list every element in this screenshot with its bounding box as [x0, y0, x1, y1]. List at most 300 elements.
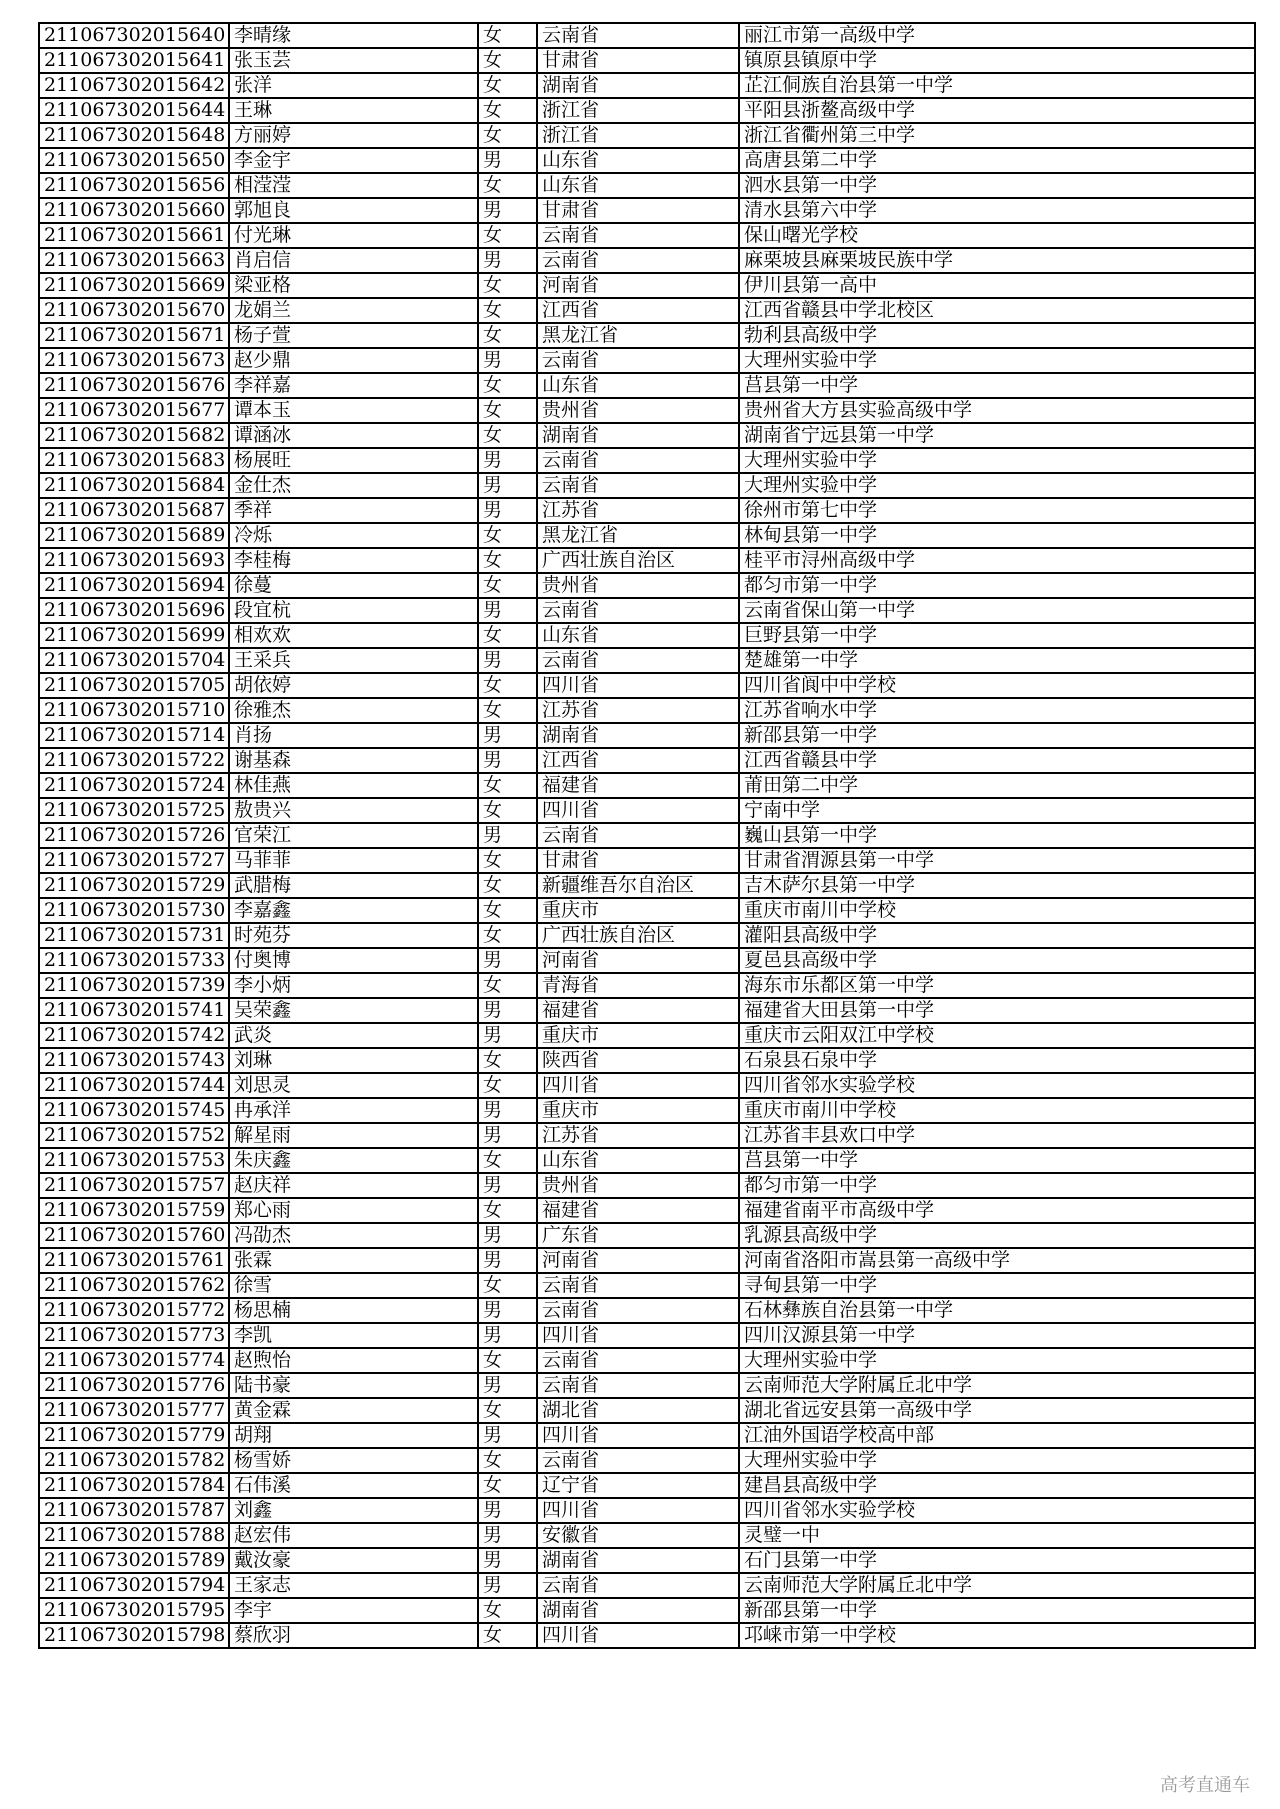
gender-cell: 女 [478, 1148, 537, 1173]
gender-cell: 男 [478, 1223, 537, 1248]
gender-cell: 女 [478, 1398, 537, 1423]
gender-cell: 女 [478, 973, 537, 998]
school-cell: 福建省大田县第一中学 [739, 998, 1255, 1023]
school-cell: 清水县第六中学 [739, 198, 1255, 223]
gender-cell: 女 [478, 323, 537, 348]
school-cell: 徐州市第七中学 [739, 498, 1255, 523]
student-name-cell: 吴荣鑫 [229, 998, 478, 1023]
exam-id-cell: 211067302015773 [39, 1323, 229, 1348]
gender-cell: 女 [478, 798, 537, 823]
gender-cell: 男 [478, 1123, 537, 1148]
student-name-cell: 刘琳 [229, 1048, 478, 1073]
student-name-cell: 赵煦怡 [229, 1348, 478, 1373]
gender-cell: 女 [478, 98, 537, 123]
gender-cell: 男 [478, 748, 537, 773]
province-cell: 山东省 [537, 373, 739, 398]
table-row [39, 623, 1255, 648]
school-cell: 宁南中学 [739, 798, 1255, 823]
student-name-cell: 马菲菲 [229, 848, 478, 873]
province-cell: 山东省 [537, 173, 739, 198]
school-cell: 乳源县高级中学 [739, 1223, 1255, 1248]
gender-cell: 女 [478, 573, 537, 598]
province-cell: 云南省 [537, 23, 739, 48]
province-cell: 云南省 [537, 823, 739, 848]
province-cell: 河南省 [537, 948, 739, 973]
gender-cell: 男 [478, 1498, 537, 1523]
table-row [39, 998, 1255, 1023]
student-name-cell: 敖贵兴 [229, 798, 478, 823]
table-row [39, 123, 1255, 148]
gender-cell: 女 [478, 623, 537, 648]
exam-id-cell: 211067302015641 [39, 48, 229, 73]
gender-cell: 女 [478, 1623, 537, 1648]
student-name-cell: 杨雪娇 [229, 1448, 478, 1473]
student-name-cell: 武炎 [229, 1023, 478, 1048]
exam-id-cell: 211067302015642 [39, 73, 229, 98]
school-cell: 石门县第一中学 [739, 1548, 1255, 1573]
gender-cell: 男 [478, 473, 537, 498]
student-name-cell: 王家志 [229, 1573, 478, 1598]
exam-id-cell: 211067302015648 [39, 123, 229, 148]
table-row [39, 573, 1255, 598]
student-name-cell: 段宜杭 [229, 598, 478, 623]
gender-cell: 男 [478, 1523, 537, 1548]
student-name-cell: 黄金霖 [229, 1398, 478, 1423]
exam-id-cell: 211067302015761 [39, 1248, 229, 1273]
student-name-cell: 朱庆鑫 [229, 1148, 478, 1173]
exam-id-cell: 211067302015779 [39, 1423, 229, 1448]
province-cell: 云南省 [537, 473, 739, 498]
province-cell: 四川省 [537, 1073, 739, 1098]
table-row [39, 1448, 1255, 1473]
exam-id-cell: 211067302015788 [39, 1523, 229, 1548]
exam-id-cell: 211067302015760 [39, 1223, 229, 1248]
gender-cell: 男 [478, 998, 537, 1023]
gender-cell: 女 [478, 123, 537, 148]
table-row [39, 73, 1255, 98]
gender-cell: 女 [478, 373, 537, 398]
province-cell: 云南省 [537, 448, 739, 473]
table-row [39, 923, 1255, 948]
province-cell: 浙江省 [537, 123, 739, 148]
school-cell: 邛崃市第一中学校 [739, 1623, 1255, 1648]
student-name-cell: 刘思灵 [229, 1073, 478, 1098]
student-name-cell: 李金宇 [229, 148, 478, 173]
table-row [39, 1598, 1255, 1623]
province-cell: 江苏省 [537, 498, 739, 523]
exam-id-cell: 211067302015682 [39, 423, 229, 448]
gender-cell: 女 [478, 1473, 537, 1498]
exam-id-cell: 211067302015725 [39, 798, 229, 823]
gender-cell: 女 [478, 1448, 537, 1473]
province-cell: 四川省 [537, 1623, 739, 1648]
gender-cell: 男 [478, 1173, 537, 1198]
province-cell: 云南省 [537, 1348, 739, 1373]
province-cell: 江西省 [537, 748, 739, 773]
student-name-cell: 李小炳 [229, 973, 478, 998]
gender-cell: 女 [478, 223, 537, 248]
province-cell: 河南省 [537, 1248, 739, 1273]
exam-id-cell: 211067302015650 [39, 148, 229, 173]
province-cell: 甘肃省 [537, 848, 739, 873]
table-row [39, 198, 1255, 223]
province-cell: 青海省 [537, 973, 739, 998]
province-cell: 贵州省 [537, 1173, 739, 1198]
school-cell: 建昌县高级中学 [739, 1473, 1255, 1498]
school-cell: 湖南省宁远县第一中学 [739, 423, 1255, 448]
exam-id-cell: 211067302015752 [39, 1123, 229, 1148]
exam-id-cell: 211067302015729 [39, 873, 229, 898]
school-cell: 新邵县第一中学 [739, 723, 1255, 748]
school-cell: 灌阳县高级中学 [739, 923, 1255, 948]
exam-id-cell: 211067302015644 [39, 98, 229, 123]
province-cell: 甘肃省 [537, 48, 739, 73]
school-cell: 夏邑县高级中学 [739, 948, 1255, 973]
student-name-cell: 谢基森 [229, 748, 478, 773]
student-name-cell: 龙娟兰 [229, 298, 478, 323]
exam-id-cell: 211067302015787 [39, 1498, 229, 1523]
school-cell: 石泉县石泉中学 [739, 1048, 1255, 1073]
province-cell: 湖南省 [537, 723, 739, 748]
table-row [39, 1423, 1255, 1448]
province-cell: 重庆市 [537, 898, 739, 923]
school-cell: 大理州实验中学 [739, 1348, 1255, 1373]
table-row [39, 1073, 1255, 1098]
school-cell: 泗水县第一中学 [739, 173, 1255, 198]
gender-cell: 男 [478, 198, 537, 223]
school-cell: 巨野县第一中学 [739, 623, 1255, 648]
exam-id-cell: 211067302015744 [39, 1073, 229, 1098]
province-cell: 湖南省 [537, 73, 739, 98]
table-row [39, 223, 1255, 248]
student-name-cell: 张霖 [229, 1248, 478, 1273]
table-row [39, 1473, 1255, 1498]
student-name-cell: 冯劭杰 [229, 1223, 478, 1248]
exam-id-cell: 211067302015661 [39, 223, 229, 248]
exam-id-cell: 211067302015798 [39, 1623, 229, 1648]
exam-id-cell: 211067302015730 [39, 898, 229, 923]
table-row [39, 1048, 1255, 1073]
table-row [39, 748, 1255, 773]
school-cell: 湖北省远安县第一高级中学 [739, 1398, 1255, 1423]
roster-body [39, 23, 1255, 1648]
gender-cell: 女 [478, 848, 537, 873]
gender-cell: 男 [478, 648, 537, 673]
student-name-cell: 刘鑫 [229, 1498, 478, 1523]
province-cell: 云南省 [537, 1273, 739, 1298]
exam-id-cell: 211067302015663 [39, 248, 229, 273]
province-cell: 辽宁省 [537, 1473, 739, 1498]
exam-id-cell: 211067302015733 [39, 948, 229, 973]
gender-cell: 男 [478, 723, 537, 748]
province-cell: 四川省 [537, 673, 739, 698]
province-cell: 贵州省 [537, 573, 739, 598]
province-cell: 云南省 [537, 1298, 739, 1323]
exam-id-cell: 211067302015739 [39, 973, 229, 998]
school-cell: 保山曙光学校 [739, 223, 1255, 248]
exam-id-cell: 211067302015689 [39, 523, 229, 548]
student-name-cell: 方丽婷 [229, 123, 478, 148]
school-cell: 桂平市浔州高级中学 [739, 548, 1255, 573]
school-cell: 四川汉源县第一中学 [739, 1323, 1255, 1348]
table-row [39, 48, 1255, 73]
school-cell: 灵璧一中 [739, 1523, 1255, 1548]
school-cell: 浙江省衢州第三中学 [739, 123, 1255, 148]
table-row [39, 823, 1255, 848]
table-row [39, 973, 1255, 998]
gender-cell: 男 [478, 948, 537, 973]
exam-id-cell: 211067302015745 [39, 1098, 229, 1123]
school-cell: 麻栗坡县麻栗坡民族中学 [739, 248, 1255, 273]
school-cell: 江苏省响水中学 [739, 698, 1255, 723]
student-name-cell: 季祥 [229, 498, 478, 523]
table-row [39, 798, 1255, 823]
school-cell: 都匀市第一中学 [739, 573, 1255, 598]
student-name-cell: 徐雅杰 [229, 698, 478, 723]
exam-id-cell: 211067302015794 [39, 1573, 229, 1598]
school-cell: 江油外国语学校高中部 [739, 1423, 1255, 1448]
province-cell: 江苏省 [537, 698, 739, 723]
exam-id-cell: 211067302015743 [39, 1048, 229, 1073]
exam-id-cell: 211067302015671 [39, 323, 229, 348]
province-cell: 江苏省 [537, 1123, 739, 1148]
gender-cell: 男 [478, 1098, 537, 1123]
gender-cell: 男 [478, 1573, 537, 1598]
gender-cell: 男 [478, 1023, 537, 1048]
exam-id-cell: 211067302015673 [39, 348, 229, 373]
student-name-cell: 赵宏伟 [229, 1523, 478, 1548]
gender-cell: 女 [478, 523, 537, 548]
exam-id-cell: 211067302015762 [39, 1273, 229, 1298]
gender-cell: 女 [478, 1598, 537, 1623]
exam-id-cell: 211067302015774 [39, 1348, 229, 1373]
table-row [39, 1298, 1255, 1323]
exam-id-cell: 211067302015677 [39, 398, 229, 423]
exam-id-cell: 211067302015670 [39, 298, 229, 323]
school-cell: 新邵县第一中学 [739, 1598, 1255, 1623]
province-cell: 安徽省 [537, 1523, 739, 1548]
table-row [39, 548, 1255, 573]
table-row [39, 348, 1255, 373]
student-name-cell: 李祥嘉 [229, 373, 478, 398]
province-cell: 福建省 [537, 1198, 739, 1223]
school-cell: 大理州实验中学 [739, 348, 1255, 373]
exam-id-cell: 211067302015757 [39, 1173, 229, 1198]
province-cell: 云南省 [537, 1373, 739, 1398]
gender-cell: 女 [478, 698, 537, 723]
province-cell: 福建省 [537, 773, 739, 798]
school-cell: 重庆市南川中学校 [739, 898, 1255, 923]
student-name-cell: 蔡欣羽 [229, 1623, 478, 1648]
school-cell: 甘肃省渭源县第一中学 [739, 848, 1255, 873]
exam-id-cell: 211067302015705 [39, 673, 229, 698]
student-name-cell: 徐雪 [229, 1273, 478, 1298]
table-row [39, 1173, 1255, 1198]
gender-cell: 女 [478, 273, 537, 298]
province-cell: 江西省 [537, 298, 739, 323]
student-name-cell: 杨子萱 [229, 323, 478, 348]
student-name-cell: 徐蔓 [229, 573, 478, 598]
school-cell: 丽江市第一高级中学 [739, 23, 1255, 48]
gender-cell: 男 [478, 823, 537, 848]
student-name-cell: 陆书豪 [229, 1373, 478, 1398]
table-row [39, 948, 1255, 973]
table-row [39, 1223, 1255, 1248]
exam-id-cell: 211067302015676 [39, 373, 229, 398]
exam-id-cell: 211067302015704 [39, 648, 229, 673]
province-cell: 山东省 [537, 1148, 739, 1173]
table-row [39, 1098, 1255, 1123]
gender-cell: 女 [478, 398, 537, 423]
table-row [39, 1273, 1255, 1298]
student-name-cell: 李晴缘 [229, 23, 478, 48]
table-row [39, 1523, 1255, 1548]
school-cell: 寻甸县第一中学 [739, 1273, 1255, 1298]
province-cell: 湖南省 [537, 1598, 739, 1623]
table-row [39, 673, 1255, 698]
gender-cell: 女 [478, 873, 537, 898]
school-cell: 江西省赣县中学北校区 [739, 298, 1255, 323]
gender-cell: 女 [478, 898, 537, 923]
province-cell: 浙江省 [537, 98, 739, 123]
exam-id-cell: 211067302015789 [39, 1548, 229, 1573]
province-cell: 四川省 [537, 1323, 739, 1348]
school-cell: 高唐县第二中学 [739, 148, 1255, 173]
student-name-cell: 杨展旺 [229, 448, 478, 473]
gender-cell: 男 [478, 1423, 537, 1448]
school-cell: 大理州实验中学 [739, 473, 1255, 498]
province-cell: 广西壮族自治区 [537, 548, 739, 573]
province-cell: 重庆市 [537, 1023, 739, 1048]
school-cell: 云南师范大学附属丘北中学 [739, 1573, 1255, 1598]
province-cell: 四川省 [537, 1498, 739, 1523]
gender-cell: 男 [478, 1373, 537, 1398]
watermark-text: 高考直通车 [1160, 1775, 1250, 1796]
student-name-cell: 李宇 [229, 1598, 478, 1623]
exam-id-cell: 211067302015784 [39, 1473, 229, 1498]
exam-id-cell: 211067302015722 [39, 748, 229, 773]
table-row [39, 423, 1255, 448]
exam-id-cell: 211067302015683 [39, 448, 229, 473]
student-name-cell: 李凯 [229, 1323, 478, 1348]
table-row [39, 1373, 1255, 1398]
table-row [39, 648, 1255, 673]
table-row [39, 1023, 1255, 1048]
table-row [39, 1573, 1255, 1598]
table-row [39, 698, 1255, 723]
province-cell: 四川省 [537, 1423, 739, 1448]
gender-cell: 女 [478, 1048, 537, 1073]
student-name-cell: 石伟溪 [229, 1473, 478, 1498]
student-name-cell: 冷烁 [229, 523, 478, 548]
province-cell: 河南省 [537, 273, 739, 298]
table-row [39, 1398, 1255, 1423]
school-cell: 巍山县第一中学 [739, 823, 1255, 848]
table-row [39, 523, 1255, 548]
exam-id-cell: 211067302015684 [39, 473, 229, 498]
table-row [39, 898, 1255, 923]
table-row [39, 1323, 1255, 1348]
school-cell: 江苏省丰县欢口中学 [739, 1123, 1255, 1148]
school-cell: 江西省赣县中学 [739, 748, 1255, 773]
exam-id-cell: 211067302015753 [39, 1148, 229, 1173]
school-cell: 重庆市云阳双江中学校 [739, 1023, 1255, 1048]
table-row [39, 148, 1255, 173]
school-cell: 勃利县高级中学 [739, 323, 1255, 348]
exam-id-cell: 211067302015772 [39, 1298, 229, 1323]
school-cell: 四川省阆中中学校 [739, 673, 1255, 698]
gender-cell: 女 [478, 23, 537, 48]
province-cell: 山东省 [537, 623, 739, 648]
gender-cell: 男 [478, 248, 537, 273]
table-row [39, 598, 1255, 623]
school-cell: 福建省南平市高级中学 [739, 1198, 1255, 1223]
table-row [39, 1623, 1255, 1648]
gender-cell: 男 [478, 448, 537, 473]
gender-cell: 女 [478, 1198, 537, 1223]
gender-cell: 女 [478, 48, 537, 73]
student-name-cell: 梁亚格 [229, 273, 478, 298]
gender-cell: 女 [478, 923, 537, 948]
school-cell: 河南省洛阳市嵩县第一高级中学 [739, 1248, 1255, 1273]
student-name-cell: 李嘉鑫 [229, 898, 478, 923]
student-name-cell: 张洋 [229, 73, 478, 98]
school-cell: 云南师范大学附属丘北中学 [739, 1373, 1255, 1398]
student-name-cell: 戴汝豪 [229, 1548, 478, 1573]
exam-id-cell: 211067302015731 [39, 923, 229, 948]
student-name-cell: 赵少鼎 [229, 348, 478, 373]
school-cell: 贵州省大方县实验高级中学 [739, 398, 1255, 423]
student-name-cell: 肖扬 [229, 723, 478, 748]
exam-id-cell: 211067302015710 [39, 698, 229, 723]
table-row [39, 498, 1255, 523]
province-cell: 山东省 [537, 148, 739, 173]
province-cell: 福建省 [537, 998, 739, 1023]
gender-cell: 男 [478, 1548, 537, 1573]
student-name-cell: 王采兵 [229, 648, 478, 673]
exam-id-cell: 211067302015660 [39, 198, 229, 223]
table-row [39, 1248, 1255, 1273]
exam-id-cell: 211067302015714 [39, 723, 229, 748]
exam-id-cell: 211067302015795 [39, 1598, 229, 1623]
table-row [39, 298, 1255, 323]
table-row [39, 473, 1255, 498]
province-cell: 云南省 [537, 1448, 739, 1473]
exam-id-cell: 211067302015640 [39, 23, 229, 48]
student-name-cell: 官荣江 [229, 823, 478, 848]
student-name-cell: 武腊梅 [229, 873, 478, 898]
province-cell: 新疆维吾尔自治区 [537, 873, 739, 898]
school-cell: 镇原县镇原中学 [739, 48, 1255, 73]
gender-cell: 女 [478, 423, 537, 448]
gender-cell: 女 [478, 548, 537, 573]
table-row [39, 1123, 1255, 1148]
province-cell: 广西壮族自治区 [537, 923, 739, 948]
student-name-cell: 谭涵冰 [229, 423, 478, 448]
table-row [39, 398, 1255, 423]
gender-cell: 男 [478, 598, 537, 623]
exam-id-cell: 211067302015656 [39, 173, 229, 198]
gender-cell: 男 [478, 148, 537, 173]
student-name-cell: 杨思楠 [229, 1298, 478, 1323]
exam-id-cell: 211067302015759 [39, 1198, 229, 1223]
province-cell: 重庆市 [537, 1098, 739, 1123]
gender-cell: 男 [478, 498, 537, 523]
table-row [39, 173, 1255, 198]
exam-id-cell: 211067302015726 [39, 823, 229, 848]
table-row [39, 1498, 1255, 1523]
exam-id-cell: 211067302015694 [39, 573, 229, 598]
